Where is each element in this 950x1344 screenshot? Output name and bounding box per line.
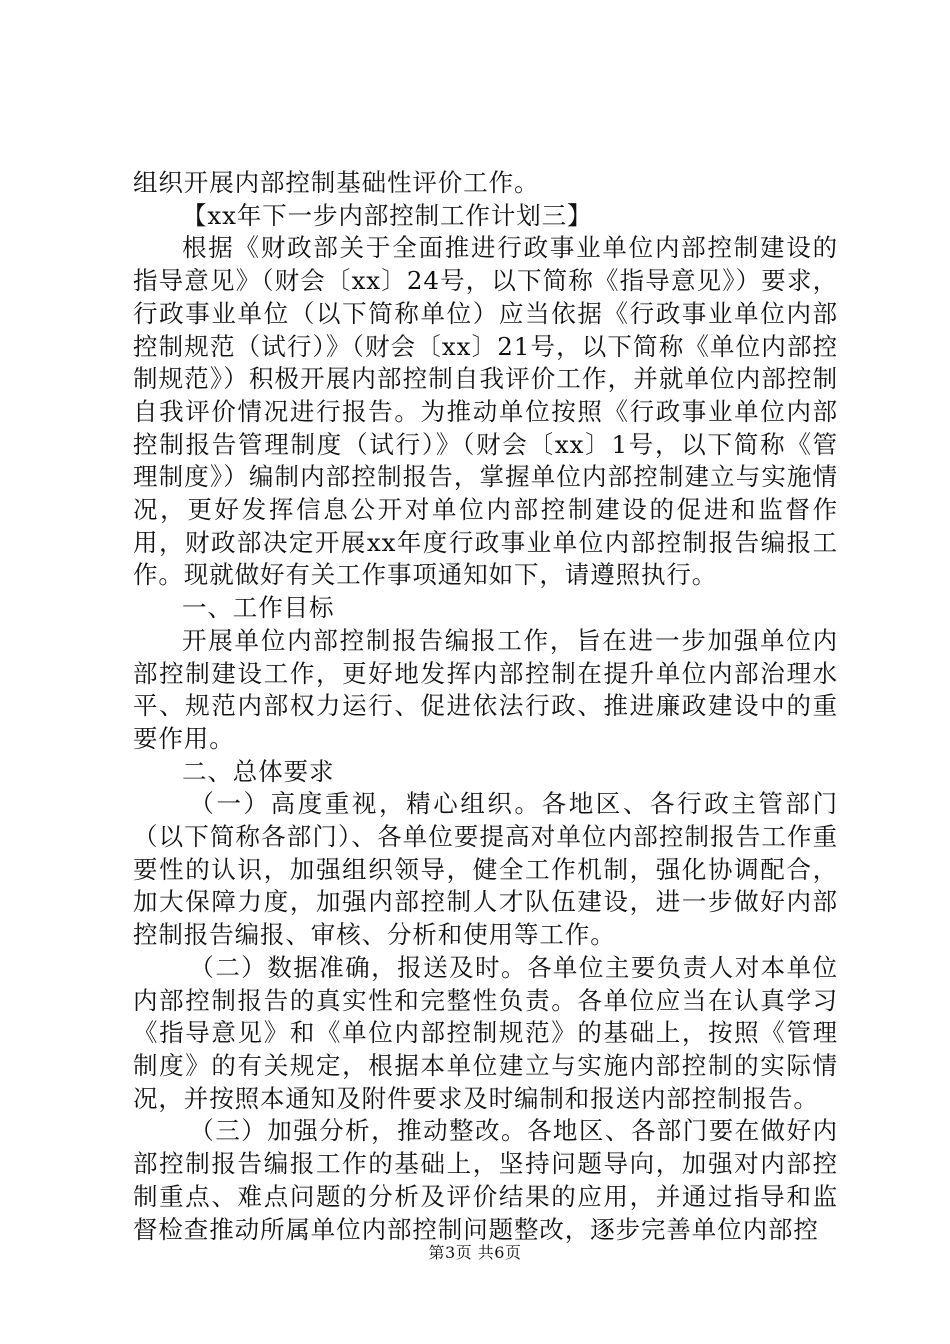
- paragraph-introduction: 根据《财政部关于全面推进行政事业单位内部控制建设的指导意见》（财会〔xx〕24号，以下简称《指导意见》）要求，行政事业单位（以下简称单位）应当依据《行政事业单位内部控制规范（试行）》（财会〔xx〕21号，以下简称《单位内部控制规范》）积极开展内部控制自我评价工作，并就单位内部控制自我评价情况进行报告。为推动单位按照《行政事业单位内部控制报告管理制度（试行）》（财会〔xx〕1号，以下简称《管理制度》）编制内部控制报告，掌握单位内部控制建立与实施情况，更好发挥信息公开对单位内部控制建设的促进和监督作用，财政部决定开展xx年度行政事业单位内部控制报告编报工作。现就做好有关工作事项通知如下，请遵照执行。: [133, 233, 838, 590]
- section-heading-plan-three: 【xx年下一步内部控制工作计划三】: [182, 200, 593, 230]
- paragraph-work-objective: 开展单位内部控制报告编报工作，旨在进一步加强单位内部控制建设工作，更好地发挥内部控制在提升单位内部治理水平、规范内部权力运行、促进依法行政、推进廉政建设中的重要作用。: [133, 625, 838, 753]
- paragraph-requirement-two: （二）数据准确，报送及时。各单位主要负责人对本单位内部控制报告的真实性和完整性负责。各单位应当在认真学习《指导意见》和《单位内部控制规范》的基础上，按照《管理制度》的有关规定，根据本单位建立与实施内部控制的实际情况，并按照本通知及附件要求及时编制和报送内部控制报告。: [133, 952, 838, 1113]
- heading-general-requirements: 二、总体要求: [182, 756, 335, 786]
- heading-work-objective: 一、工作目标: [182, 593, 335, 623]
- document-body: [133, 167, 838, 1246]
- page-number: 第3页 共6页: [428, 1243, 522, 1262]
- paragraph-continuation: 组织开展内部控制基础性评价工作。: [133, 168, 540, 197]
- paragraph-requirement-one: （一）高度重视，精心组织。各地区、各行政主管部门（以下简称各部门）、各单位要提高对单位内部控制报告工作重要性的认识，加强组织领导，健全工作机制，强化协调配合，加大保障力度，加强内部控制人才队伍建设，进一步做好内部控制报告编报、审核、分析和使用等工作。: [133, 789, 838, 950]
- paragraph-requirement-three: （三）加强分析，推动整改。各地区、各部门要在做好内部控制报告编报工作的基础上，坚持问题导向，加强对内部控制重点、难点问题的分析及评价结果的应用，并通过指导和监督检查推动所属单位内部控制问题整改，逐步完善单位内部控: [133, 1116, 838, 1244]
- page-footer: [0, 1243, 950, 1263]
